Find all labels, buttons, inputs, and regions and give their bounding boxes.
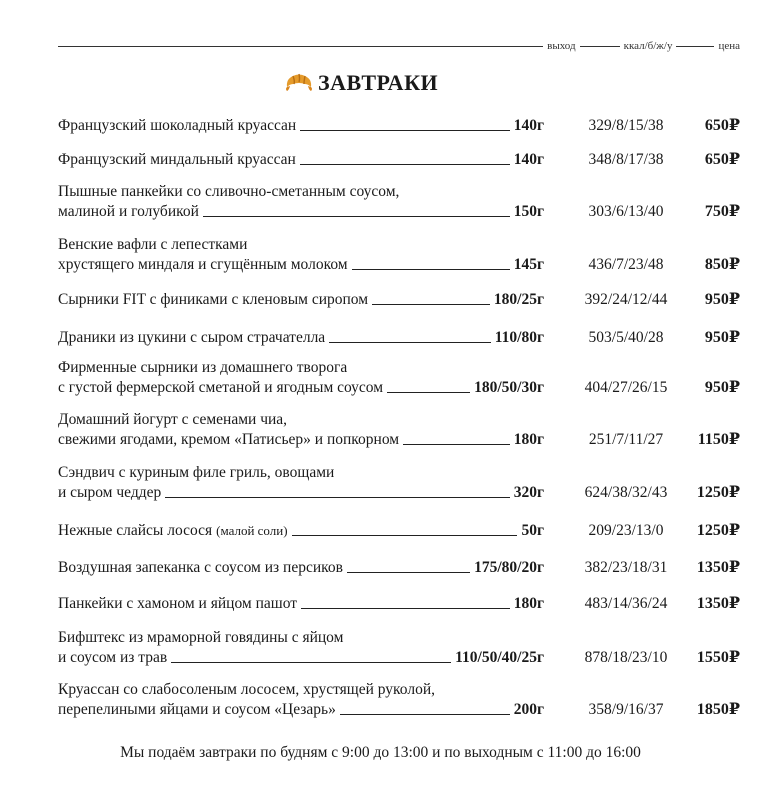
item-kcal: 209/23/13/0 <box>588 522 664 539</box>
item-row <box>58 328 740 348</box>
item-price: 850₽ <box>704 256 740 273</box>
item-name-first-line: Сэндвич с куриным филе гриль, овощами <box>58 464 335 481</box>
item-row <box>58 150 740 170</box>
item-yield: 150г <box>513 203 544 220</box>
header-price-label: цена <box>718 40 740 52</box>
item-note: (малой соли) <box>216 523 288 538</box>
item-row <box>58 430 740 450</box>
item-name: Сырники FIT с финиками с кленовым сиропом <box>58 291 369 308</box>
item-name: свежими ягодами, кремом «Патисьер» и попкорном <box>58 431 400 448</box>
leader-line <box>340 714 510 715</box>
leader-line <box>300 130 510 131</box>
item-row <box>58 116 740 136</box>
item-yield: 180/25г <box>493 291 544 308</box>
item-name: с густой фермерской сметаной и ягодным соусом <box>58 379 384 396</box>
menu-item <box>58 116 740 136</box>
item-yield: 180г <box>513 431 544 448</box>
leader-line <box>372 304 490 305</box>
leader-line <box>301 608 510 609</box>
item-kcal: 503/5/40/28 <box>588 329 664 346</box>
item-kcal: 392/24/12/44 <box>584 291 668 308</box>
item-name-first-line: Пышные панкейки со сливочно-сметанным соусом, <box>58 183 400 200</box>
item-price: 950₽ <box>704 329 740 346</box>
item-name-first-line: Домашний йогурт с семенами чиа, <box>58 411 288 428</box>
item-row <box>58 290 740 310</box>
menu-item <box>58 558 740 578</box>
section-title <box>284 70 438 96</box>
item-name: малиной и голубикой <box>58 203 199 220</box>
menu-item <box>58 328 740 348</box>
item-name: и сыром чеддер <box>58 484 162 501</box>
leader-line <box>165 497 509 498</box>
item-row <box>58 700 740 720</box>
menu-item <box>58 150 740 170</box>
item-name: Воздушная запеканка с соусом из персиков <box>58 559 343 576</box>
item-price: 1150₽ <box>697 431 740 448</box>
item-name: и соусом из трав <box>58 649 168 666</box>
leader-line <box>403 444 510 445</box>
item-row <box>58 483 740 503</box>
item-name: перепелиными яйцами и соусом «Цезарь» <box>58 701 336 718</box>
menu-item <box>58 594 740 614</box>
leader-line <box>292 535 518 536</box>
menu-item <box>58 235 740 275</box>
footer-note: Мы подаём завтраки по будням с 9:00 до 13:00 и по выходным с 11:00 до 16:00 <box>120 744 641 761</box>
item-yield: 145г <box>513 256 544 273</box>
menu-item <box>58 463 740 503</box>
item-yield: 200г <box>513 701 544 718</box>
item-name: Панкейки с хамоном и яйцом пашот <box>58 595 298 612</box>
menu-item <box>58 521 740 541</box>
item-yield: 140г <box>513 117 544 134</box>
item-kcal: 878/18/23/10 <box>584 649 668 666</box>
menu-item <box>58 410 740 450</box>
item-row <box>58 255 740 275</box>
item-yield: 50г <box>521 522 544 539</box>
croissant-icon <box>284 71 314 95</box>
item-kcal: 303/6/13/40 <box>588 203 664 220</box>
item-kcal: 404/27/26/15 <box>584 379 668 396</box>
item-kcal: 329/8/15/38 <box>588 117 664 134</box>
header-rule <box>580 46 620 47</box>
item-name-first-line: Венские вафли с лепестками <box>58 236 248 253</box>
item-price: 1350₽ <box>696 559 740 576</box>
menu-item <box>58 680 740 720</box>
leader-line <box>387 392 470 393</box>
menu-item <box>58 182 740 222</box>
leader-line <box>171 662 451 663</box>
item-row <box>58 558 740 578</box>
item-name: Нежные слайсы лосося <box>58 522 213 539</box>
item-kcal: 624/38/32/43 <box>584 484 668 501</box>
item-kcal: 251/7/11/27 <box>588 431 664 448</box>
item-name: Драники из цукини с сыром страчателла <box>58 329 326 346</box>
item-name: хрустящего миндаля и сгущённым молоком <box>58 256 348 273</box>
item-price: 650₽ <box>704 151 740 168</box>
item-price: 950₽ <box>704 291 740 308</box>
leader-line <box>352 269 510 270</box>
menu-item <box>58 358 740 398</box>
header-rule <box>676 46 714 47</box>
leader-line <box>347 572 470 573</box>
item-yield: 180/50/30г <box>474 379 544 396</box>
item-yield: 180г <box>513 595 544 612</box>
item-kcal: 436/7/23/48 <box>588 256 664 273</box>
item-row <box>58 202 740 222</box>
section-title-text: ЗАВТРАКИ <box>318 70 439 95</box>
item-yield: 110/50/40/25г <box>455 649 544 666</box>
item-row <box>58 521 740 541</box>
item-row <box>58 378 740 398</box>
item-kcal: 483/14/36/24 <box>584 595 668 612</box>
item-kcal: 382/23/18/31 <box>584 559 668 576</box>
header-yield-label: выход <box>547 40 576 52</box>
menu-item <box>58 290 740 310</box>
item-name-first-line: Фирменные сырники из домашнего творога <box>58 359 348 376</box>
item-row <box>58 648 740 668</box>
item-price: 1350₽ <box>696 595 740 612</box>
item-name: Французский шоколадный круассан <box>58 117 297 134</box>
column-header <box>58 38 740 54</box>
item-price: 650₽ <box>704 117 740 134</box>
item-price: 1250₽ <box>696 484 740 501</box>
leader-line <box>329 342 491 343</box>
leader-line <box>203 216 510 217</box>
item-kcal: 348/8/17/38 <box>588 151 664 168</box>
item-yield: 140г <box>513 151 544 168</box>
item-price: 1850₽ <box>696 701 740 718</box>
item-yield: 320г <box>513 484 544 501</box>
header-kcal-label: ккал/б/ж/у <box>623 40 673 52</box>
item-price: 750₽ <box>704 203 740 220</box>
item-row <box>58 594 740 614</box>
menu-item <box>58 628 740 668</box>
item-yield: 175/80/20г <box>474 559 544 576</box>
item-price: 1250₽ <box>696 522 740 539</box>
leader-line <box>300 164 510 165</box>
item-name-first-line: Бифштекс из мраморной говядины с яйцом <box>58 629 344 646</box>
header-rule <box>58 46 543 47</box>
item-yield: 110/80г <box>494 329 544 346</box>
item-price: 950₽ <box>704 379 740 396</box>
item-name: Французский миндальный круассан <box>58 151 296 168</box>
item-kcal: 358/9/16/37 <box>588 701 664 718</box>
item-price: 1550₽ <box>696 649 740 666</box>
item-name-first-line: Круассан со слабосоленым лососем, хрустящей руколой, <box>58 681 436 698</box>
